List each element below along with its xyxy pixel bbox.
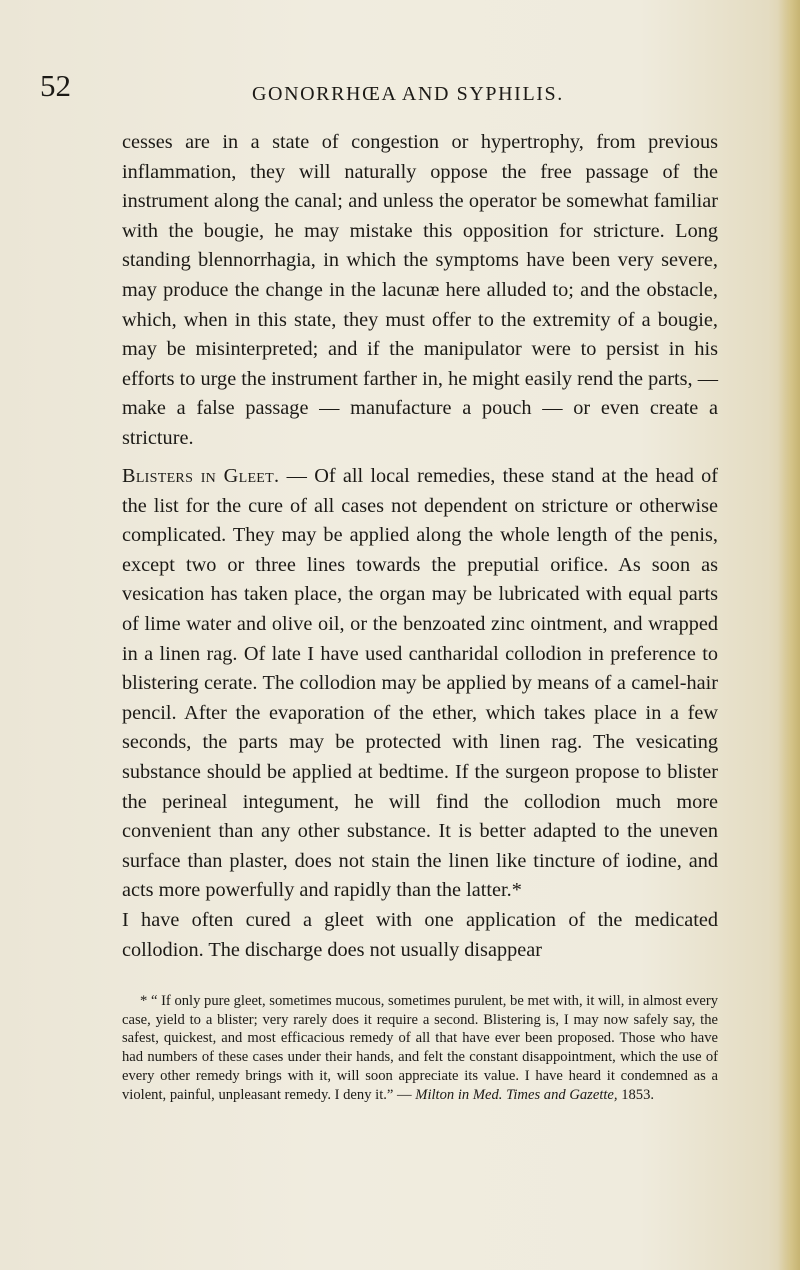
- running-title: GONORRHŒA AND SYPHILIS.: [252, 83, 564, 105]
- page-header: [0, 68, 800, 108]
- page-number: 52: [40, 68, 71, 103]
- footnote-year: 1853.: [617, 1086, 655, 1103]
- paragraph-collodion: I have often cured a gleet with one application of the medicated collodion. The discharge does not usually disappear: [122, 908, 718, 961]
- section-heading: Blisters in Gleet.: [122, 465, 280, 488]
- main-text: [122, 128, 718, 965]
- footnote-text: * “ If only pure gleet, sometimes mucous, sometimes purulent, be met with, it will, in almost every case, yield to a blister; very rarely does it require a second. Blistering is, I may now safely say, the safest, quickest, and most efficacious remedy of all that have ever been proposed. Those who have had numbers of these cases under their hands, and felt the constant disappointment, which the use of every other remedy brings with it, will soon appreciate its value. I have heard it condemned as a violent, painful, unpleasant remedy. I deny it.” —: [122, 993, 718, 1103]
- footnote: [122, 992, 718, 1104]
- paragraph-blisters-in-gleet: [122, 462, 718, 906]
- page-edge-stain: [778, 0, 800, 1270]
- footnote-citation: Milton in Med. Times and Gazette,: [415, 1086, 618, 1103]
- paragraph-continuation: cesses are in a state of congestion or hypertrophy, from previous inflammation, they will naturally oppose the free passage of the instrument along the canal; and unless the operator be somewhat familiar with the bougie, he may mistake this opposition for stricture. Long standing blennorrhagia, in which the symptoms have been very severe, may produce the change in the lacunæ here alluded to; and the obstacle, which, when in this state, they must offer to the extremity of a bougie, may be misinterpreted; and if the manipulator were to persist in his efforts to urge the instrument farther in, he might easily rend the parts, — make a false passage — manufacture a pouch — or even create a stricture.: [122, 131, 718, 449]
- paragraph-text: — Of all local remedies, these stand at the head of the list for the cure of all cases not dependent on stricture or otherwise complicated. They may be applied along the whole length of the penis, except two or three lines towards the preputial orifice. As soon as vesication has taken place, the organ may be lubricated with equal parts of lime water and olive oil, or the benzoated zinc ointment, and wrapped in a linen rag. Of late I have used cantharidal collodion in preference to blistering cerate. The collodion may be applied by means of a camel-hair pencil. After the evaporation of the ether, which takes place in a few seconds, the parts may be protected with linen rag. The vesicating substance should be applied at bedtime. If the surgeon propose to blister the perineal integument, he will find the collodion much more convenient than any other substance. It is better adapted to the uneven surface than plaster, does not stain the linen like tincture of iodine, and acts more powerfully and rapidly than the latter.*: [122, 465, 718, 902]
